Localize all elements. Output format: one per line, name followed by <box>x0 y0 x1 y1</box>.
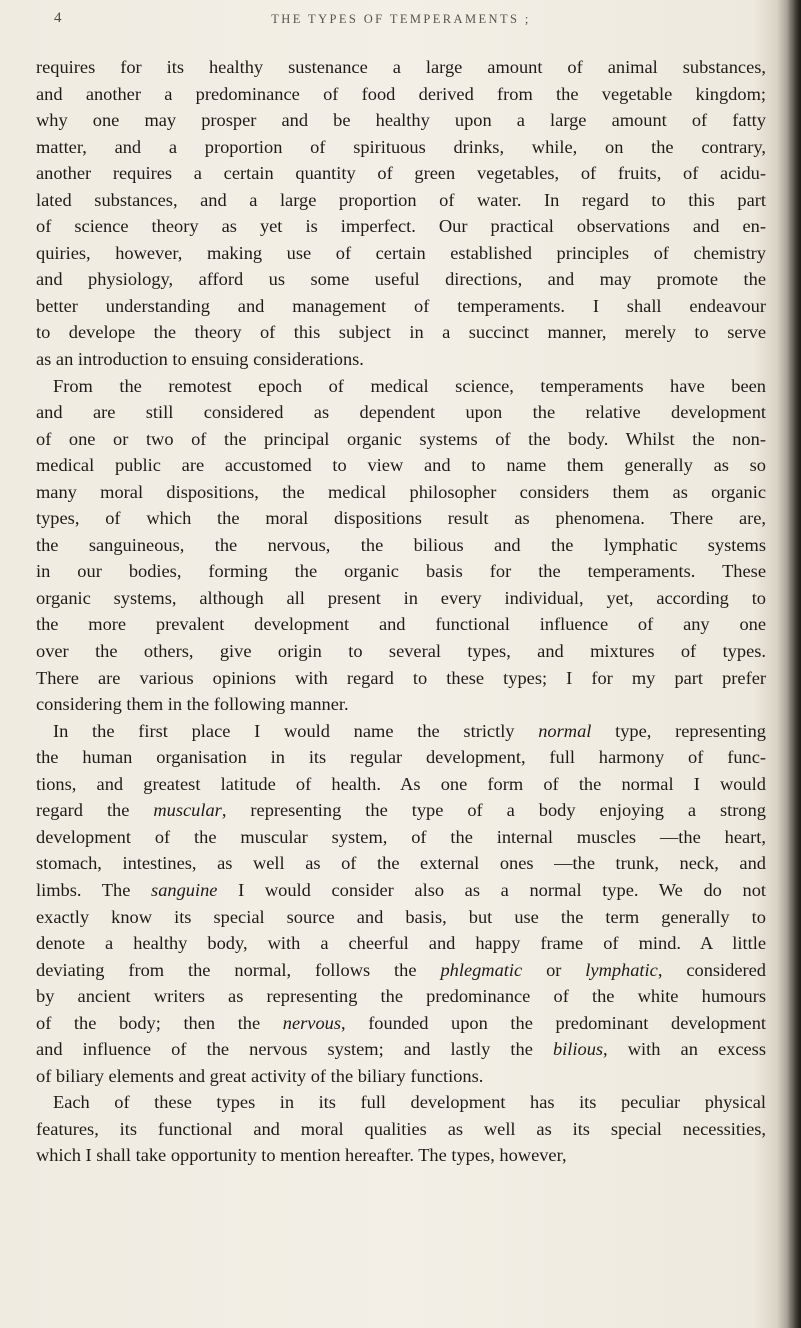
text-line: deviating from the normal, follows the phlegmatic or lymphatic, considered <box>36 959 766 980</box>
text-line: Each of these types in its full development has its peculiar physical <box>53 1092 766 1113</box>
text-line: as an introduction to ensuing considerations. <box>36 349 364 370</box>
page-header <box>36 10 766 34</box>
text-line: organic systems, although all present in every individual, yet, according to <box>36 587 766 608</box>
emphasis-term: phlegmatic <box>440 959 523 980</box>
text-line: lated substances, and a large proportion of water. In regard to this part <box>36 189 766 210</box>
emphasis-term: muscular <box>153 800 222 821</box>
body-text <box>36 54 766 1169</box>
text-line: of the body; then the nervous, founded upon the predominant development <box>36 1012 766 1033</box>
text-line: development of the muscular system, of the internal muscles —the heart, <box>36 826 766 847</box>
text-line: There are various opinions with regard to these types; I for my part prefer <box>36 667 766 688</box>
text-line: to develope the theory of this subject in a succinct manner, merely to serve <box>36 322 766 343</box>
text-line: quiries, however, making use of certain established principles of chemistry <box>36 242 766 263</box>
emphasis-term: sanguine <box>151 879 218 900</box>
page-edge-shadow <box>787 0 801 1328</box>
text-line: over the others, give origin to several types, and mixtures of types. <box>36 641 766 662</box>
emphasis-term: lymphatic <box>585 959 658 980</box>
text-line: and are still considered as dependent upon the relative development <box>36 402 766 423</box>
text-line: the sanguineous, the nervous, the bilious and the lymphatic systems <box>36 534 766 555</box>
text-line: why one may prosper and be healthy upon a large amount of fatty <box>36 110 766 131</box>
text-line: the more prevalent development and functional influence of any one <box>36 614 766 635</box>
text-line: of science theory as yet is imperfect. Our practical observations and en- <box>36 216 766 237</box>
text-line: medical public are accustomed to view and to name them generally as so <box>36 455 766 476</box>
text-line: by ancient writers as representing the predominance of the white humours <box>36 986 766 1007</box>
text-line: In the first place I would name the strictly normal type, representing <box>53 720 766 741</box>
text-line: types, of which the moral dispositions result as phenomena. There are, <box>36 508 766 529</box>
text-line: in our bodies, forming the organic basis for the temperaments. These <box>36 561 766 582</box>
text-line: better understanding and management of temperaments. I shall endeavour <box>36 295 766 316</box>
emphasis-term: bilious <box>552 1039 604 1060</box>
text-line: and influence of the nervous system; and lastly the bilious, with an excess <box>36 1039 766 1060</box>
text-line: many moral dispositions, the medical philosopher considers them as organic <box>36 481 766 502</box>
text-line: regard the muscular, representing the type of a body enjoying a strong <box>36 800 766 821</box>
text-line: tions, and greatest latitude of health. As one form of the normal I would <box>36 773 766 794</box>
text-line: and physiology, afford us some useful directions, and may promote the <box>36 269 766 290</box>
paragraph <box>36 1089 766 1169</box>
paragraph <box>36 373 766 718</box>
text-line: features, its functional and moral qualities as well as its special necessities, <box>36 1118 766 1139</box>
emphasis-term: normal <box>538 720 592 741</box>
paragraph <box>36 54 766 373</box>
text-line: From the remotest epoch of medical science, temperaments have been <box>53 375 766 396</box>
emphasis-term: nervous <box>282 1012 341 1033</box>
text-line: another requires a certain quantity of green vegetables, of fruits, of acidu- <box>36 163 766 184</box>
text-line: which I shall take opportunity to mention hereafter. The types, however, <box>36 1145 567 1166</box>
paragraph <box>36 718 766 1090</box>
text-line: exactly know its special source and basis, but use the term generally to <box>36 906 766 927</box>
text-line: matter, and a proportion of spirituous drinks, while, on the contrary, <box>36 136 766 157</box>
running-head: THE TYPES OF TEMPERAMENTS ; <box>271 12 531 26</box>
text-line: considering them in the following manner. <box>36 694 349 715</box>
text-line: of one or two of the principal organic systems of the body. Whilst the non- <box>36 428 766 449</box>
text-line: of biliary elements and great activity of the biliary functions. <box>36 1065 484 1086</box>
text-line: requires for its healthy sustenance a large amount of animal substances, <box>36 57 766 77</box>
page-number: 4 <box>54 10 63 26</box>
text-line: the human organisation in its regular development, full harmony of func- <box>36 747 766 768</box>
text-line: and another a predominance of food derived from the vegetable kingdom; <box>36 83 766 104</box>
text-line: stomach, intestines, as well as of the external ones —the trunk, neck, and <box>36 853 766 874</box>
text-line: limbs. The sanguine I would consider also as a normal type. We do not <box>36 879 766 900</box>
text-line: denote a healthy body, with a cheerful and happy frame of mind. A little <box>36 933 766 954</box>
